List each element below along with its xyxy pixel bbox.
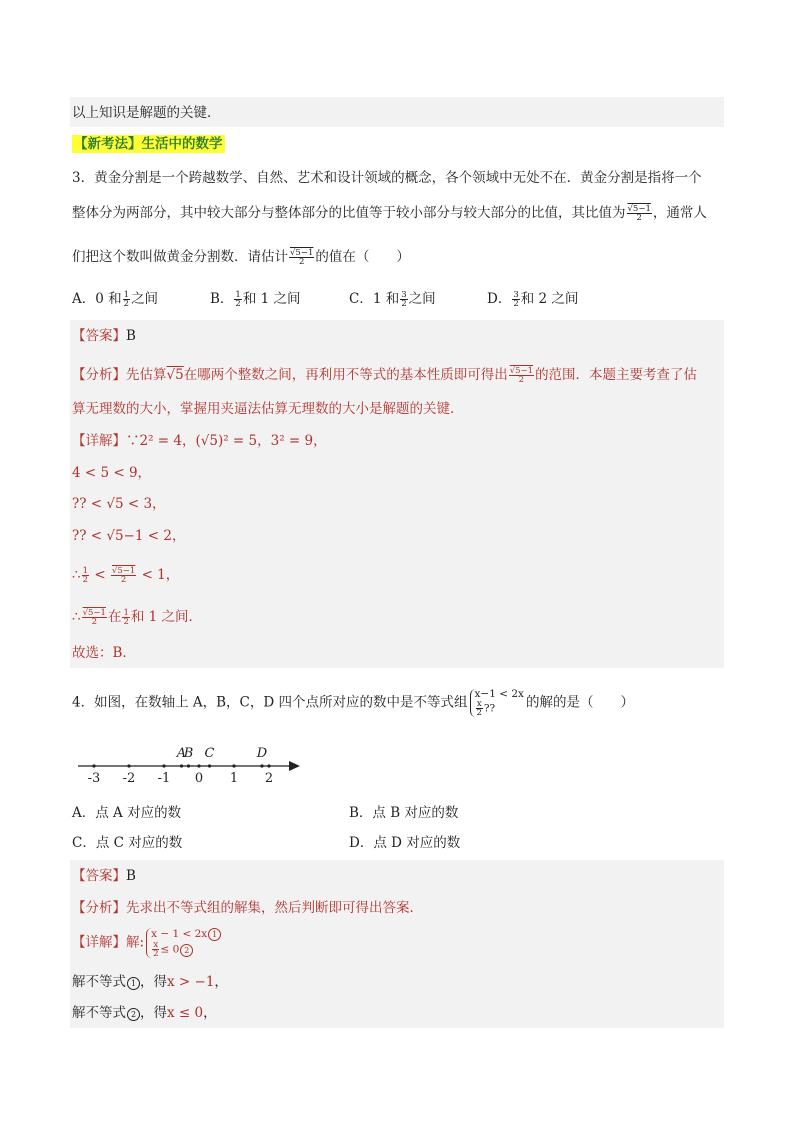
detail-text: < 1， — [141, 567, 180, 583]
q4-option-b[interactable]: B．点 B 对应的数 — [349, 805, 459, 821]
detail-text: 解: — [126, 934, 145, 951]
circled-two-icon: 2 — [127, 1008, 140, 1021]
tick-mark — [92, 764, 95, 767]
fraction-denominator: 2 — [401, 299, 407, 309]
fraction-numerator: √5−1 — [290, 248, 314, 258]
fraction-denominator: 2 — [636, 213, 642, 223]
q4-line1 — [72, 689, 634, 717]
q3-line3-text: 们把这个数叫做黄金分割数．请估计 — [72, 249, 288, 265]
fraction-numerator: x — [153, 940, 159, 950]
sqrt5: √5 — [166, 367, 184, 383]
less-than: < — [94, 567, 106, 583]
fraction-denominator: 2 — [91, 617, 97, 627]
point-a-label: A — [176, 746, 187, 761]
tick-label: 0 — [194, 771, 204, 786]
golden-fraction — [111, 567, 136, 584]
option-text: B． — [210, 291, 234, 307]
q3-option-d[interactable] — [487, 289, 578, 309]
option-text: 和 1 之间 — [242, 291, 301, 307]
q4-step2 — [72, 1003, 217, 1023]
analysis-tag: 【分析】 — [72, 900, 126, 916]
q4-text: 的解的是（ ） — [525, 694, 634, 711]
fraction-numerator: 1 — [82, 566, 89, 576]
analysis-text: 先估算 — [126, 367, 167, 383]
q3-detail-line3: ?? < √5 < 3， — [72, 496, 166, 512]
system-row2-tail: ≤ 0 — [160, 943, 180, 956]
fraction-numerator: √5−1 — [82, 608, 106, 618]
system-fraction — [476, 700, 483, 717]
answer-value: B — [126, 868, 136, 884]
step-result: x > −1 — [167, 974, 215, 990]
tick-mark — [127, 764, 130, 767]
section-tag — [72, 134, 225, 154]
detail-tag: 【详解】 — [72, 934, 126, 951]
fraction-denominator: 2 — [476, 708, 482, 718]
option-text: 之间 — [131, 291, 159, 307]
q4-analysis — [72, 898, 423, 918]
step-text: ， — [203, 1005, 217, 1021]
tick-mark — [267, 764, 270, 767]
tick-mark — [197, 764, 200, 767]
q4-answer — [72, 866, 136, 886]
tick-mark — [232, 764, 235, 767]
q3-line2-tail: ，通常人 — [652, 205, 707, 221]
q3-answer — [72, 326, 136, 346]
q3-analysis-line2: 算无理数的大小，掌握用夹逼法估算无理数的大小是解题的关键． — [72, 401, 464, 417]
option-fraction — [512, 291, 519, 308]
option-text: D． — [487, 291, 512, 307]
q4-option-c[interactable]: C．点 C 对应的数 — [72, 835, 183, 851]
q4-option-d[interactable]: D．点 D 对应的数 — [349, 835, 461, 851]
step-result: x ≤ 0 — [167, 1005, 204, 1021]
q4-step1 — [72, 972, 228, 992]
arrow-head-icon — [289, 761, 300, 771]
q4-option-a[interactable]: A．点 A 对应的数 — [72, 805, 182, 821]
system-row1: x − 1 < 2x — [151, 928, 208, 940]
golden-fraction — [289, 249, 314, 266]
tick-label: -1 — [157, 771, 171, 786]
q3-detail-line2: 4 < 5 < 9， — [72, 465, 152, 481]
tick-label: -2 — [122, 771, 136, 786]
fraction-numerator: 3 — [401, 290, 407, 300]
circled-one-icon: 1 — [208, 928, 221, 941]
step-text: 解不等式 — [72, 1005, 126, 1021]
system-fraction — [152, 941, 159, 958]
solution-system — [146, 928, 221, 958]
golden-fraction — [82, 609, 107, 626]
answer-tag: 【答案】 — [72, 328, 126, 344]
q3-option-c[interactable] — [349, 289, 436, 309]
golden-fraction — [509, 367, 534, 384]
point-c-mark — [208, 764, 211, 767]
analysis-tag: 【分析】 — [72, 367, 126, 383]
q4-detail — [72, 928, 223, 958]
option-text: 和 2 之间 — [520, 291, 579, 307]
fraction-denominator: 2 — [518, 375, 525, 385]
fraction-denominator: 2 — [235, 299, 241, 309]
q3-option-a[interactable] — [72, 289, 158, 309]
detail-text: 在 — [107, 609, 122, 625]
fraction-numerator: x — [476, 699, 482, 709]
fraction-denominator: 2 — [120, 575, 127, 585]
fraction-denominator: 2 — [123, 299, 130, 309]
system-row1: x−1 < 2x — [474, 688, 524, 700]
q3-analysis-line1 — [72, 365, 697, 385]
option-text: A．0 和 — [72, 291, 122, 307]
q3-detail-line1 — [72, 431, 327, 451]
q4-text: 4．如图，在数轴上 A，B，C，D 四个点所对应的数中是不等式组 — [72, 694, 468, 711]
option-fraction — [400, 291, 407, 308]
fraction-denominator: 2 — [153, 949, 159, 959]
half-fraction — [122, 609, 129, 626]
option-text: 之间 — [408, 291, 436, 307]
fraction-denominator: 2 — [123, 617, 129, 627]
option-text: C．1 和 — [349, 291, 400, 307]
therefore-symbol: ∴ — [72, 609, 81, 625]
detail-text: ∵2² = 4，(√5)² = 5，3² = 9， — [126, 433, 327, 449]
number-line-figure — [70, 738, 310, 788]
half-fraction — [82, 567, 89, 584]
fraction-denominator: 2 — [513, 299, 519, 309]
q3-line3-tail: 的值在（ ） — [315, 249, 410, 265]
analysis-text: 先求出不等式组的解集，然后判断即可得出答案． — [126, 900, 423, 916]
fraction-numerator: √5−1 — [627, 204, 651, 214]
option-fraction — [234, 291, 241, 308]
analysis-text: 的范围．本题主要考查了估 — [535, 367, 698, 383]
tick-label: 1 — [229, 771, 239, 786]
circled-one-icon: 1 — [127, 977, 140, 990]
circled-two-icon: 2 — [180, 944, 193, 957]
step-text: ，得 — [140, 974, 167, 990]
step-text: 解不等式 — [72, 974, 126, 990]
point-b-mark — [187, 764, 190, 767]
q3-option-b[interactable] — [210, 289, 301, 309]
tick-label: -3 — [87, 771, 101, 786]
analysis-text: 在哪两个整数之间，再利用不等式的基本性质即可得出 — [183, 367, 508, 383]
fraction-numerator: 3 — [513, 290, 519, 300]
tick-label: 2 — [264, 771, 274, 786]
point-b-label: B — [183, 746, 194, 761]
point-d-mark — [260, 764, 263, 767]
point-d-label: D — [256, 746, 268, 761]
q3-line2 — [72, 203, 707, 223]
intro-line: 以上知识是解题的关键． — [72, 105, 221, 121]
fraction-numerator: 1 — [123, 290, 130, 300]
point-c-label: C — [204, 746, 215, 761]
fraction-denominator: 2 — [82, 575, 89, 585]
q3-line2-text: 整体分为两部分，其中较大部分与整体部分的比值等于较小部分与较大部分的比值，其比值为 — [72, 205, 626, 221]
answer-tag: 【答案】 — [72, 868, 126, 884]
step-text: ，得 — [140, 1005, 167, 1021]
inequality-system — [470, 689, 524, 717]
step-text: ， — [214, 974, 228, 990]
option-fraction — [123, 291, 130, 308]
system-row2-tail: ?? — [483, 702, 496, 715]
fraction-denominator: 2 — [298, 257, 305, 267]
golden-fraction — [627, 205, 652, 222]
fraction-numerator: √5−1 — [111, 566, 136, 576]
q3-line1: 3．黄金分割是一个跨越数学、自然、艺术和设计领域的概念，各个领域中无处不在．黄金分割是指将一个 — [72, 170, 702, 186]
q3-detail-line6 — [72, 607, 202, 627]
q3-choose: 故选：B． — [72, 645, 136, 661]
detail-tag: 【详解】 — [72, 433, 126, 449]
tick-mark — [162, 764, 165, 767]
q3-detail-line4: ?? < √5−1 < 2， — [72, 528, 186, 544]
therefore-symbol: ∴ — [72, 567, 81, 583]
q3-detail-line5 — [72, 565, 179, 585]
point-a-mark — [180, 764, 183, 767]
fraction-numerator: 1 — [235, 290, 241, 300]
section-tag-label: 【新考法】生活中的数学 — [74, 136, 223, 152]
fraction-numerator: √5−1 — [509, 366, 534, 376]
fraction-numerator: 1 — [123, 608, 129, 618]
answer-value: B — [126, 328, 136, 344]
detail-text: 和 1 之间． — [130, 609, 203, 625]
q3-line3 — [72, 247, 410, 267]
